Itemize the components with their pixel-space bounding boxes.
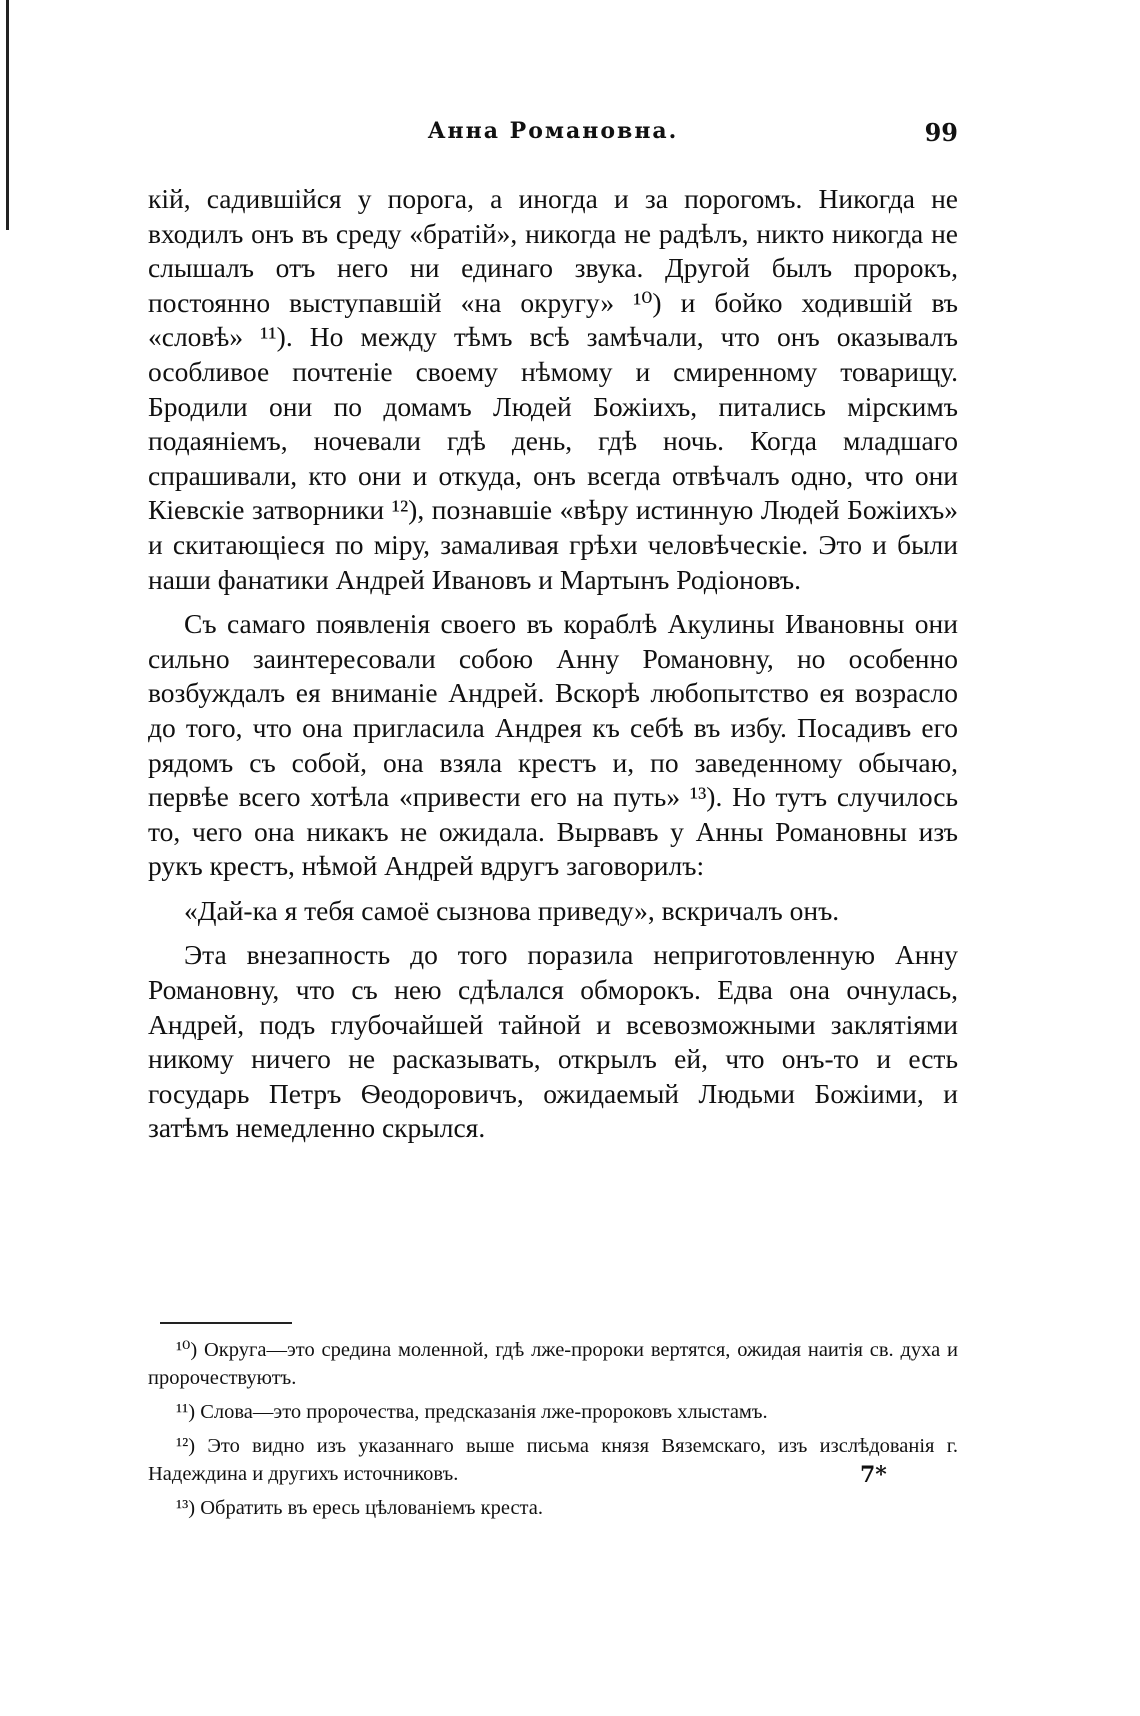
footnote-10: ¹⁰) Округа—это средина моленной, гдѣ лже-пророки вертятся, ожидая наитія св. духа и пророчествуютъ. (148, 1339, 958, 1389)
footnote-11: ¹¹) Слова—это пророчества, предсказанія лже-пророковъ хлыстамъ. (176, 1401, 768, 1423)
page-number: 99 (924, 118, 958, 147)
paragraph-4: Эта внезапность до того поразила неприготовленную Анну Романовну, что съ нею сдѣлался обморокъ. Едва она очнулась, Андрей, подъ глубочайшей тайной и всевозможными заклятіями никому ничего не расказывать, открылъ ей, что онъ-то и есть государь Петръ Ѳеодоровичъ, ожидаемый Людьми Божіими, и затѣмъ немедленно скрылся. (148, 939, 958, 1144)
left-edge-rule (6, 0, 9, 230)
footnotes (148, 1336, 958, 1528)
paragraph-2: Съ самаго появленія своего въ кораблѣ Акулины Ивановны они сильно заинтересовали собою Анну Романовну, но особенно возбуждалъ ея вниманіе Андрей. Вскорѣ любопытство ея возрасло до того, что она пригласила Андрея къ себѣ въ избу. Посадивъ его рядомъ съ собой, она взяла крестъ и, по заведенному обычаю, первѣе всего хотѣла «привести его на путь» ¹³). Но тутъ случилось то, чего она никакъ не ожидала. Вырвавъ у Анны Романовны изъ рукъ крестъ, нѣмой Андрей вдругъ заговорилъ: (148, 608, 958, 882)
page-header (148, 118, 958, 158)
signature-mark: 7* (860, 1462, 887, 1488)
footnote-12: ¹²) Это видно изъ указаннаго выше письма князя Вяземскаго, изъ изслѣдованія г. Надеждина и другихъ источниковъ. (148, 1435, 958, 1485)
running-title: Анна Романовна. (427, 118, 679, 144)
footnote-separator (160, 1322, 292, 1324)
paragraph-3: «Дай-ка я тебя самоё сызнова приведу», вскричалъ онъ. (184, 894, 840, 926)
body-text (148, 182, 958, 1156)
paragraph-1: кій, садившійся у порога, а иногда и за порогомъ. Никогда не входилъ онъ въ среду «братій», никогда не радѣлъ, никто никогда не слышалъ отъ него ни единаго звука. Другой былъ пророкъ, постоянно выступавшій «на округу» ¹⁰) и бойко ходившій въ «словѣ» ¹¹). Но между тѣмъ всѣ замѣчали, что онъ оказывалъ особливое почтеніе своему нѣмому и смиренному товарищу. Бродили они по домамъ Людей Божіихъ, питались мірскимъ подаяніемъ, ночевали гдѣ день, гдѣ ночь. Когда младшаго спрашивали, кто они и откуда, онъ всегда отвѣчалъ одно, что они Кіевскіе затворники ¹²), познавшіе «вѣру истинную Людей Божіихъ» и скитающіеся по міру, замаливая грѣхи человѣческіе. Это и были наши фанатики Андрей Ивановъ и Мартынъ Родіоновъ. (148, 183, 958, 595)
footnote-13: ¹³) Обратить въ ересь цѣлованіемъ креста. (176, 1497, 543, 1519)
